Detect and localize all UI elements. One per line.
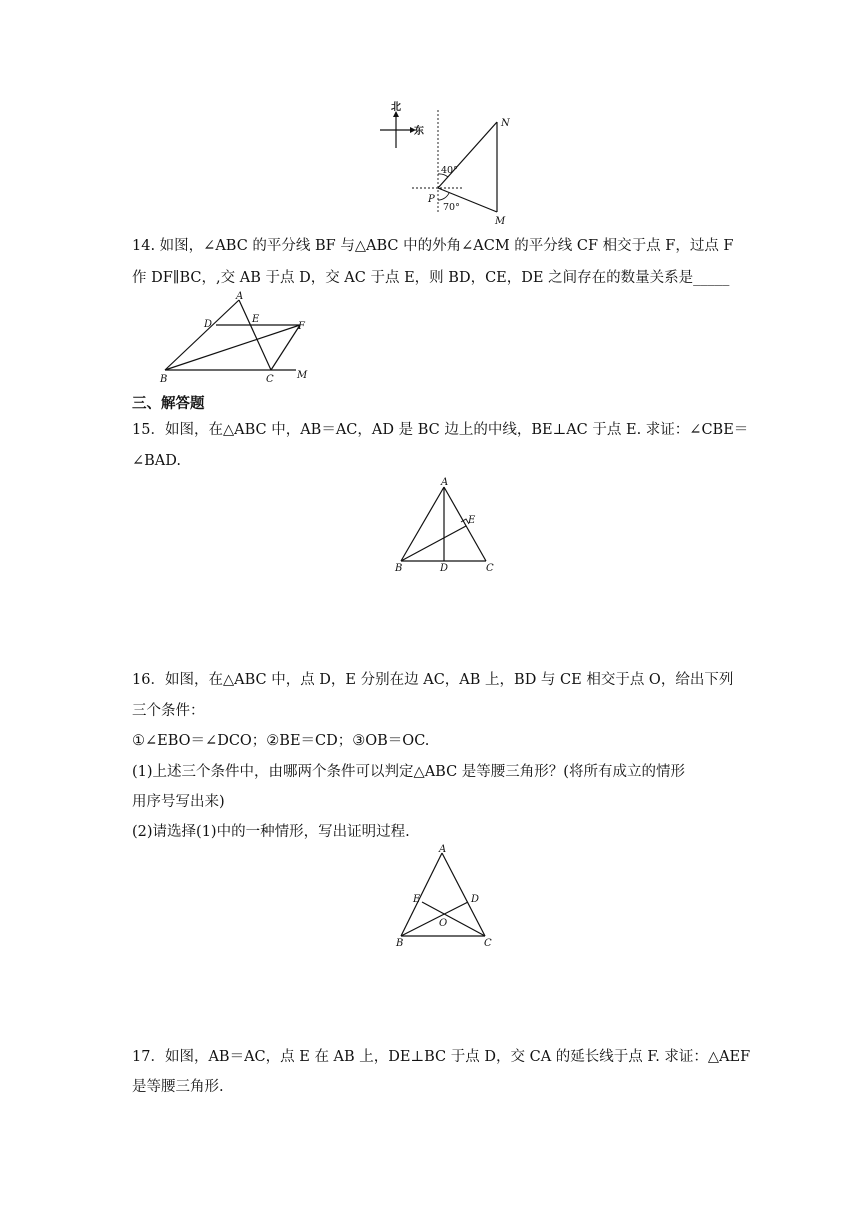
point-p-label: P (428, 194, 435, 205)
q16-text-line-1: 16．如图，在△ABC 中，点 D，E 分别在边 AC，AB 上，BD 与 CE 相交于点 O，给出下列 (132, 672, 734, 688)
q14-label-e: E (252, 314, 260, 325)
angle-40-label: 40° (441, 165, 458, 176)
q15-label-a: A (441, 477, 449, 488)
point-n-label: N (501, 118, 510, 129)
q15-label-b: B (395, 563, 403, 574)
q16-label-e: E (413, 894, 421, 905)
q17-text-line-1: 17．如图，AB＝AC，点 E 在 AB 上，DE⊥BC 于点 D，交 CA 的延长线于点 F. 求证：△AEF (132, 1049, 751, 1065)
q15-label-d: D (440, 563, 449, 574)
east-label: 东 (414, 126, 424, 137)
q16-label-c: C (484, 938, 492, 949)
q16-label-a: A (439, 844, 447, 855)
q14-label-f: F (298, 321, 305, 332)
section-title: 三、解答题 (132, 395, 205, 412)
q14-label-b: B (160, 374, 168, 385)
compass-icon (380, 101, 424, 148)
figure-q16 (395, 844, 492, 949)
q16-part-1-line-2: 用序号写出来) (132, 794, 225, 810)
q14-label-a: A (236, 291, 244, 302)
q16-part-2: (2)请选择(1)中的一种情形，写出证明过程. (132, 824, 410, 840)
q16-part-1-line-1: (1)上述三个条件中，由哪两个条件可以判定△ABC 是等腰三角形？(将所有成立的情形 (132, 764, 685, 780)
q16-conditions: ①∠EBO＝∠DCO；②BE＝CD；③OB＝OC. (132, 733, 430, 749)
q14-text-line-1: 14. 如图，∠ABC 的平分线 BF 与△ABC 中的外角∠ACM 的平分线 CF 相交于点 F，过点 F (132, 238, 734, 254)
q16-label-d: D (471, 894, 480, 905)
point-m-label: M (495, 216, 506, 227)
q14-text-line-2: 作 DF∥BC，,交 AB 于点 D，交 AC 于点 E，则 BD，CE，DE 之间存在的数量关系是_____ (132, 270, 730, 286)
q14-label-m: M (297, 370, 308, 381)
q17-text-line-2: 是等腰三角形. (132, 1079, 224, 1095)
q14-label-d: D (204, 319, 213, 330)
q14-label-c: C (266, 374, 274, 385)
figure-q15 (394, 477, 494, 574)
q15-label-c: C (486, 563, 494, 574)
q16-label-o: O (439, 918, 448, 929)
q15-label-e: E (468, 515, 476, 526)
q16-label-b: B (396, 938, 404, 949)
q16-text-line-2: 三个条件： (132, 703, 205, 719)
figure-q14 (159, 291, 308, 385)
q15-text-line-1: 15．如图，在△ABC 中，AB＝AC，AD 是 BC 边上的中线，BE⊥AC 于点 E. 求证：∠CBE＝ (132, 422, 749, 438)
angle-70-label: 70° (443, 202, 460, 213)
north-label: 北 (391, 102, 401, 113)
q15-text-line-2: ∠BAD. (132, 453, 181, 469)
